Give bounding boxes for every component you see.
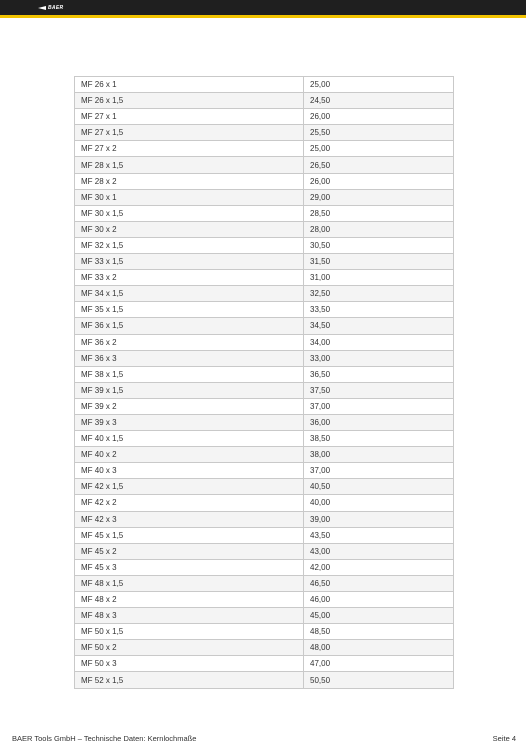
core-hole-diameter-cell: 33,50 <box>304 302 454 318</box>
table-row <box>75 382 454 398</box>
thread-size-cell: MF 28 x 2 <box>75 173 304 189</box>
table-row <box>75 592 454 608</box>
thread-size-cell: MF 30 x 1 <box>75 189 304 205</box>
thread-size-cell: MF 39 x 3 <box>75 414 304 430</box>
header-accent-stripe <box>0 15 526 18</box>
core-hole-diameter-cell: 38,50 <box>304 431 454 447</box>
thread-size-cell: MF 42 x 2 <box>75 495 304 511</box>
core-hole-diameter-cell: 47,00 <box>304 656 454 672</box>
table-row <box>75 640 454 656</box>
core-hole-diameter-cell: 36,50 <box>304 366 454 382</box>
footer-company-title: BAER Tools GmbH – Technische Daten: Kernlochmaße <box>12 734 197 743</box>
table-row <box>75 173 454 189</box>
table-row <box>75 479 454 495</box>
core-hole-diameter-cell: 40,50 <box>304 479 454 495</box>
core-hole-diameter-cell: 24,50 <box>304 93 454 109</box>
core-hole-diameter-cell: 37,50 <box>304 382 454 398</box>
thread-size-cell: MF 39 x 2 <box>75 398 304 414</box>
thread-size-cell: MF 50 x 1,5 <box>75 624 304 640</box>
thread-size-cell: MF 30 x 1,5 <box>75 205 304 221</box>
table-row <box>75 559 454 575</box>
table-row <box>75 447 454 463</box>
core-hole-diameter-cell: 36,00 <box>304 414 454 430</box>
thread-size-cell: MF 45 x 2 <box>75 543 304 559</box>
core-hole-diameter-cell: 31,00 <box>304 270 454 286</box>
table-row <box>75 189 454 205</box>
table-row <box>75 350 454 366</box>
baer-logo <box>38 4 63 12</box>
core-hole-diameter-cell: 33,00 <box>304 350 454 366</box>
thread-size-cell: MF 40 x 2 <box>75 447 304 463</box>
thread-size-cell: MF 50 x 2 <box>75 640 304 656</box>
table-row <box>75 366 454 382</box>
table-row <box>75 77 454 93</box>
thread-size-cell: MF 27 x 1,5 <box>75 125 304 141</box>
thread-size-cell: MF 45 x 3 <box>75 559 304 575</box>
thread-size-cell: MF 50 x 3 <box>75 656 304 672</box>
table-body <box>75 77 454 689</box>
table-row <box>75 302 454 318</box>
thread-size-cell: MF 48 x 3 <box>75 608 304 624</box>
core-hole-diameter-cell: 30,50 <box>304 237 454 253</box>
thread-size-cell: MF 26 x 1,5 <box>75 93 304 109</box>
core-hole-diameter-cell: 45,00 <box>304 608 454 624</box>
table-row <box>75 575 454 591</box>
core-hole-diameter-cell: 48,00 <box>304 640 454 656</box>
thread-size-cell: MF 33 x 1,5 <box>75 254 304 270</box>
thread-size-cell: MF 34 x 1,5 <box>75 286 304 302</box>
core-hole-diameter-cell: 37,00 <box>304 463 454 479</box>
table-row <box>75 109 454 125</box>
thread-size-cell: MF 52 x 1,5 <box>75 672 304 688</box>
table-row <box>75 672 454 688</box>
thread-size-cell: MF 38 x 1,5 <box>75 366 304 382</box>
table-row <box>75 125 454 141</box>
core-hole-diameter-cell: 48,50 <box>304 624 454 640</box>
core-hole-diameter-cell: 25,50 <box>304 125 454 141</box>
thread-size-cell: MF 42 x 3 <box>75 511 304 527</box>
thread-size-cell: MF 40 x 1,5 <box>75 431 304 447</box>
core-hole-diameter-cell: 28,50 <box>304 205 454 221</box>
table-row <box>75 141 454 157</box>
core-hole-diameter-cell: 26,00 <box>304 173 454 189</box>
core-hole-diameter-cell: 37,00 <box>304 398 454 414</box>
core-hole-diameter-cell: 34,50 <box>304 318 454 334</box>
thread-size-cell: MF 40 x 3 <box>75 463 304 479</box>
table-row <box>75 495 454 511</box>
thread-size-cell: MF 26 x 1 <box>75 77 304 93</box>
thread-size-cell: MF 36 x 3 <box>75 350 304 366</box>
thread-size-cell: MF 36 x 1,5 <box>75 318 304 334</box>
core-hole-diameter-cell: 26,00 <box>304 109 454 125</box>
core-hole-diameter-cell: 46,50 <box>304 575 454 591</box>
footer-page-number: Seite 4 <box>492 734 516 743</box>
table-row <box>75 254 454 270</box>
core-hole-diameter-cell: 32,50 <box>304 286 454 302</box>
table-row <box>75 286 454 302</box>
core-hole-diameter-cell: 31,50 <box>304 254 454 270</box>
table-row <box>75 527 454 543</box>
core-hole-diameter-cell: 39,00 <box>304 511 454 527</box>
thread-size-cell: MF 32 x 1,5 <box>75 237 304 253</box>
header-bar <box>0 0 526 15</box>
thread-size-cell: MF 30 x 2 <box>75 221 304 237</box>
table-row <box>75 205 454 221</box>
table-row <box>75 543 454 559</box>
table-row <box>75 463 454 479</box>
table-row <box>75 270 454 286</box>
core-hole-diameter-cell: 25,00 <box>304 141 454 157</box>
table-row <box>75 221 454 237</box>
core-hole-diameter-cell: 25,00 <box>304 77 454 93</box>
table-row <box>75 624 454 640</box>
core-hole-diameter-cell: 38,00 <box>304 447 454 463</box>
table-row <box>75 318 454 334</box>
table-row <box>75 608 454 624</box>
core-hole-diameter-cell: 50,50 <box>304 672 454 688</box>
table-row <box>75 237 454 253</box>
table-row <box>75 431 454 447</box>
core-hole-diameter-cell: 29,00 <box>304 189 454 205</box>
table-row <box>75 334 454 350</box>
core-hole-diameter-cell: 28,00 <box>304 221 454 237</box>
table-row <box>75 93 454 109</box>
table-row <box>75 511 454 527</box>
table-row <box>75 414 454 430</box>
thread-size-cell: MF 33 x 2 <box>75 270 304 286</box>
table-row <box>75 157 454 173</box>
thread-size-cell: MF 36 x 2 <box>75 334 304 350</box>
core-hole-diameter-cell: 26,50 <box>304 157 454 173</box>
table-row <box>75 656 454 672</box>
core-hole-diameter-cell: 34,00 <box>304 334 454 350</box>
thread-size-cell: MF 45 x 1,5 <box>75 527 304 543</box>
thread-size-cell: MF 28 x 1,5 <box>75 157 304 173</box>
thread-size-cell: MF 48 x 1,5 <box>75 575 304 591</box>
core-hole-diameter-cell: 43,50 <box>304 527 454 543</box>
logo-text: BAER <box>48 5 64 11</box>
core-hole-diameter-cell: 42,00 <box>304 559 454 575</box>
thread-size-cell: MF 27 x 1 <box>75 109 304 125</box>
thread-size-cell: MF 42 x 1,5 <box>75 479 304 495</box>
core-hole-diameter-cell: 46,00 <box>304 592 454 608</box>
core-hole-diameter-cell: 43,00 <box>304 543 454 559</box>
thread-size-cell: MF 35 x 1,5 <box>75 302 304 318</box>
thread-size-cell: MF 27 x 2 <box>75 141 304 157</box>
thread-size-cell: MF 39 x 1,5 <box>75 382 304 398</box>
thread-size-cell: MF 48 x 2 <box>75 592 304 608</box>
table-row <box>75 398 454 414</box>
core-hole-diameter-cell: 40,00 <box>304 495 454 511</box>
core-hole-table <box>74 76 454 689</box>
logo-arrow-icon <box>38 6 46 10</box>
